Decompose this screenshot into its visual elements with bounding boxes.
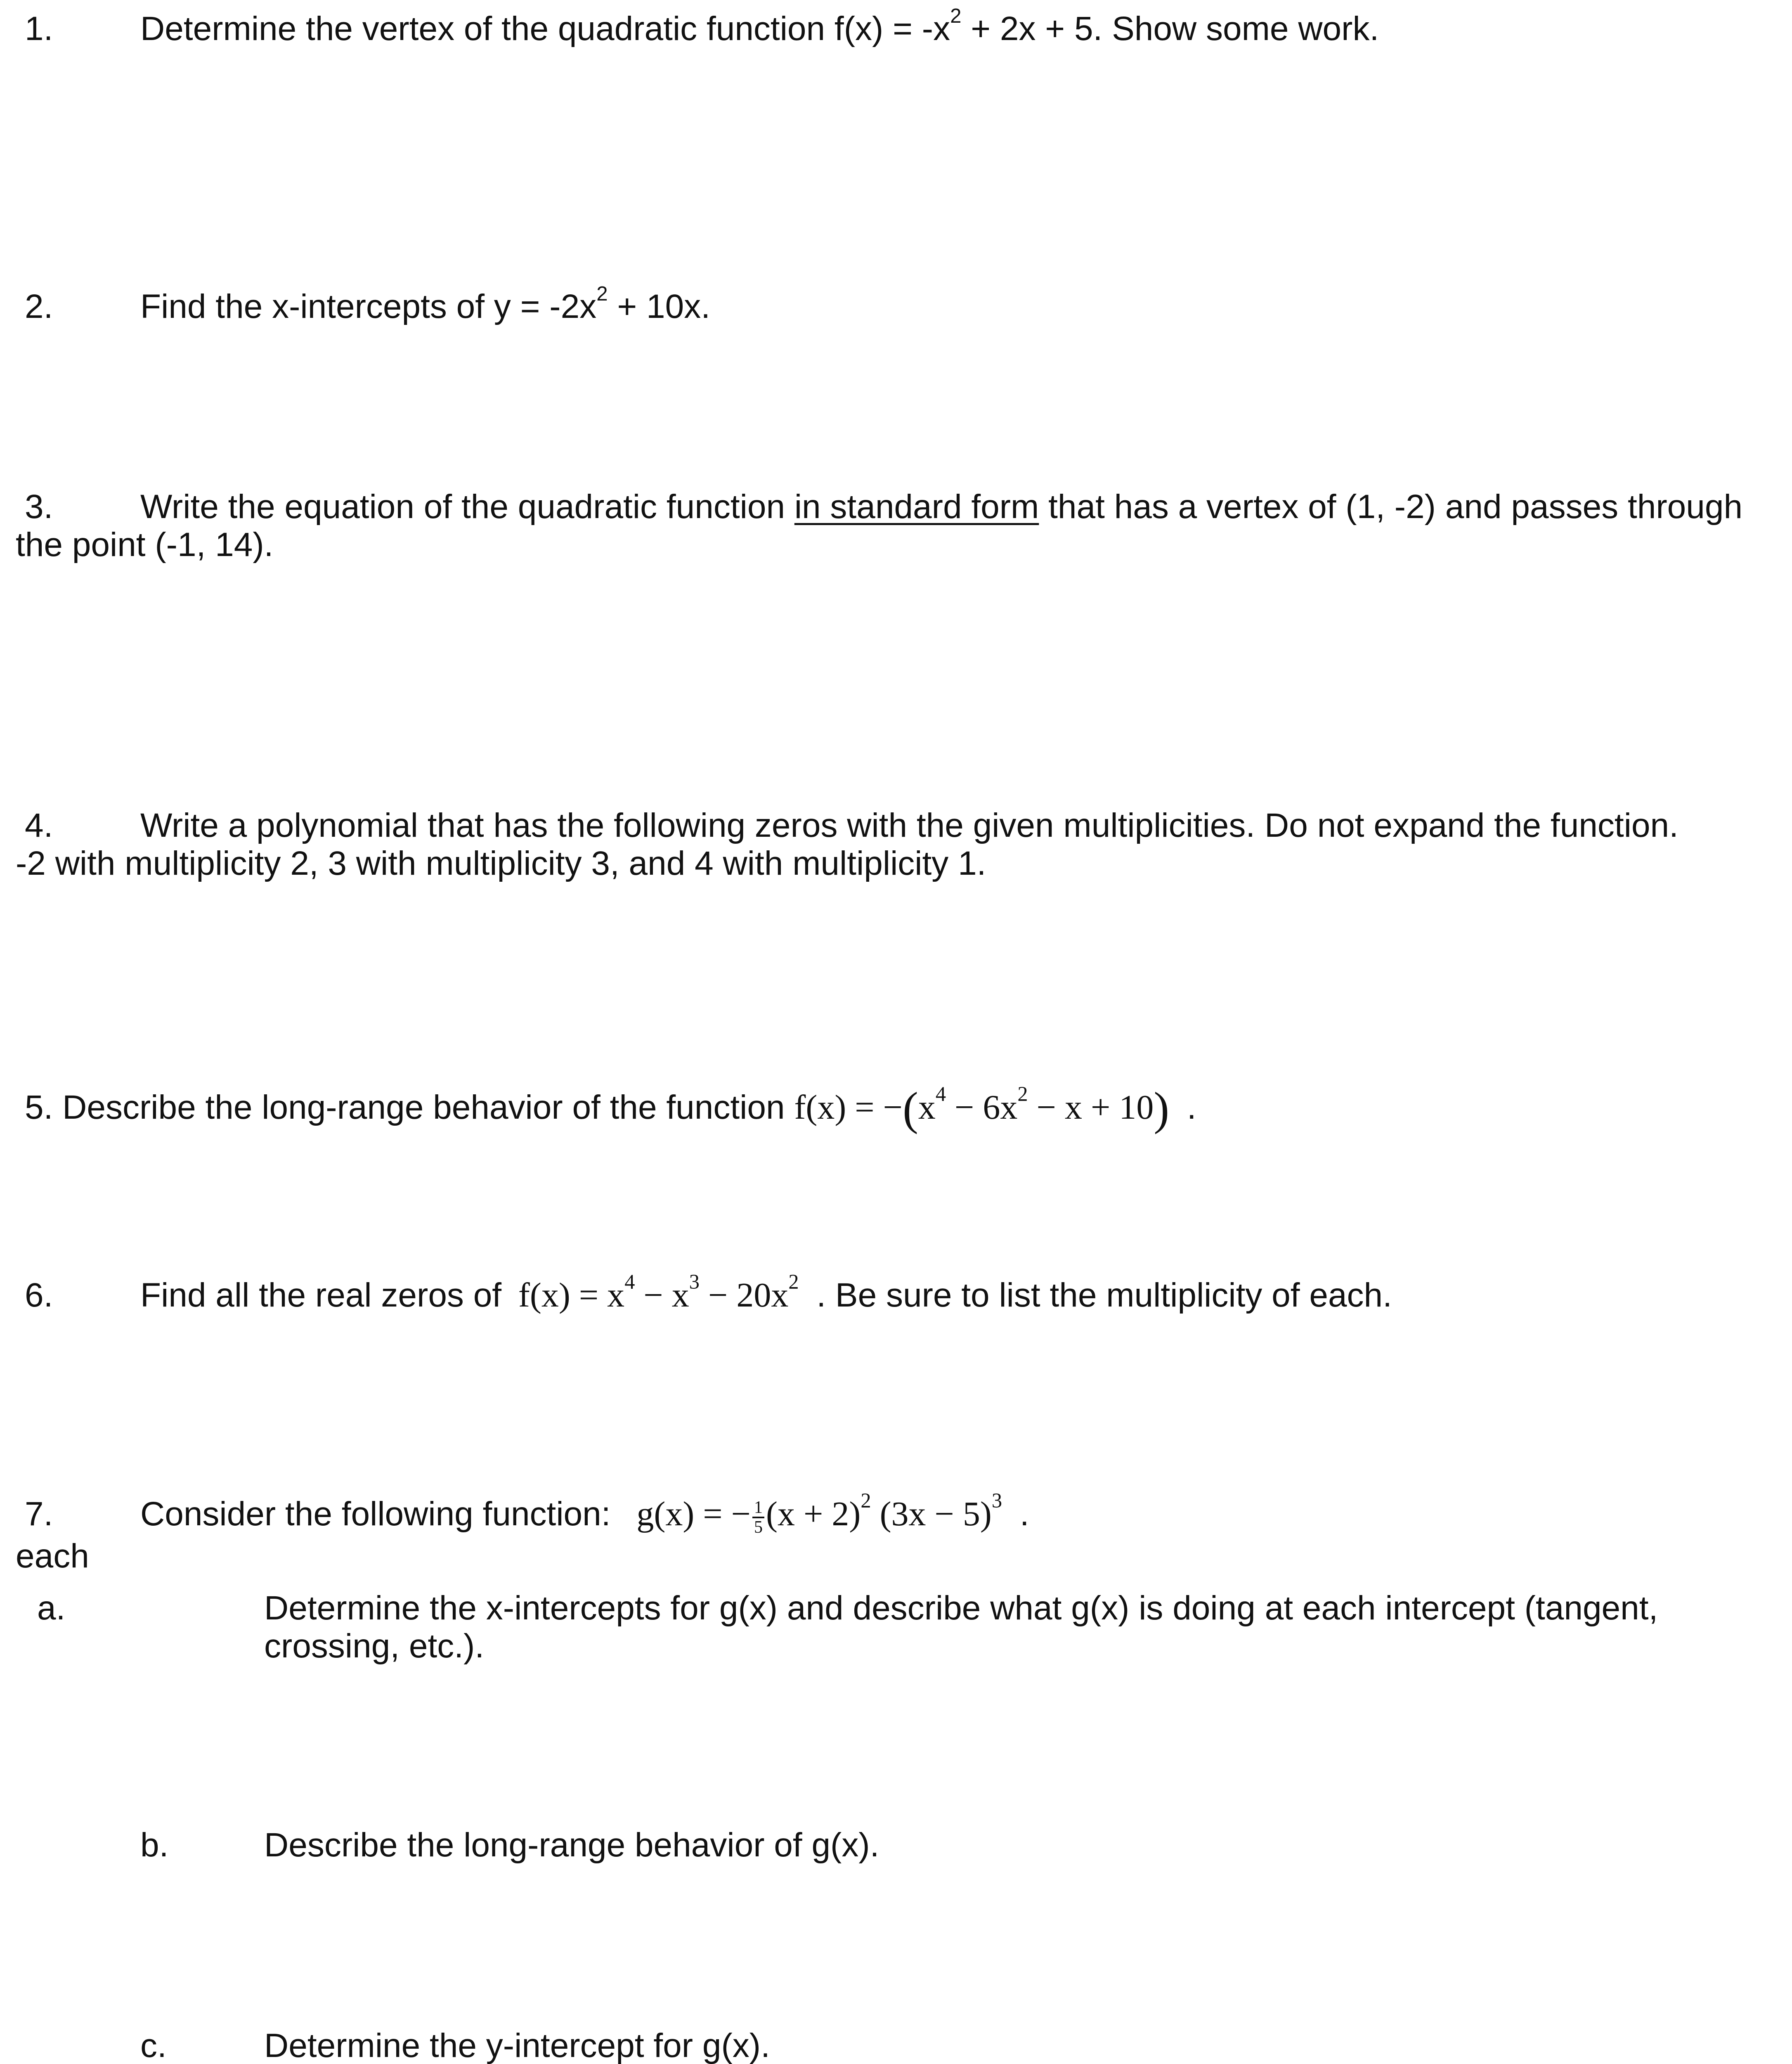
part-c-line-1: Determine the y-intercept for g(x). [264,2027,770,2064]
question-5-close-paren: ) [1154,1082,1170,1135]
question-6-term-2: − x [635,1276,689,1314]
question-7-text [140,1489,1029,1537]
question-4-line-2: -2 with multiplicity 2, 3 with multiplicity 3, and 4 with multiplicity 1. [16,845,986,882]
question-6-formula [518,1270,799,1314]
question-6-term-3: − 20x [699,1276,789,1314]
question-6-lhs: f(x) = x [518,1276,625,1314]
part-c-label: c. [140,2027,167,2064]
part-a-line-1: Determine the x-intercepts for g(x) and describe what g(x) is doing at each intercept (tangent, [264,1589,1658,1627]
question-5-prompt: 5. Describe the long-range behavior of the function [25,1089,794,1126]
part-b-line-1: Describe the long-range behavior of g(x). [264,1826,879,1864]
question-6-number: 6. [25,1276,53,1314]
question-3-line-1 [140,487,1742,527]
question-5-text [25,1082,1196,1135]
question-2-text [140,282,711,327]
question-2-exponent: 2 [596,282,608,305]
question-7-exp-1: 2 [861,1489,871,1512]
question-2-number: 2. [25,288,53,325]
question-7-prefix: Consider the following function: [140,1495,620,1533]
question-3-suffix: that has a vertex of (1, -2) and passes through [1039,488,1743,525]
question-2-suffix: + 10x. [608,288,711,325]
question-7-stray-word: each [16,1537,89,1575]
question-7-fraction-denominator: 5 [754,1517,763,1537]
question-6-suffix: . Be sure to list the multiplicity of each. [807,1276,1392,1314]
question-5-open-paren: ( [903,1082,918,1135]
question-6-exp-3: 2 [788,1270,799,1294]
question-7-factor-1: (x + 2) [766,1495,861,1533]
question-5-exp-2: 2 [1017,1082,1028,1106]
question-7-fraction-numerator: 1 [752,1498,764,1518]
question-5-term-1: x [918,1088,936,1127]
question-6-text [140,1270,1392,1315]
part-a-label: a. [37,1589,66,1627]
question-3-line-2: the point (-1, 14). [16,526,274,563]
question-7-number: 7. [25,1495,53,1533]
question-1-prefix: Determine the vertex of the quadratic function f(x) = -x [140,10,950,47]
question-3-prefix: Write the equation of the quadratic function [140,488,794,525]
question-5-end: . [1177,1089,1196,1126]
part-a-line-2: crossing, etc.). [264,1627,485,1665]
question-1-exponent: 2 [950,5,962,28]
question-5-formula [794,1082,1170,1135]
part-b-label: b. [140,1826,169,1864]
question-5-lhs: f(x) = − [794,1088,903,1127]
question-3-underlined-phrase: in standard form [794,488,1039,525]
question-2-prefix: Find the x-intercepts of y = -2x [140,288,597,325]
question-4-line-1: Write a polynomial that has the following zeros with the given multiplicities. Do not expand the function. [140,807,1679,844]
question-4-number: 4. [25,807,53,844]
question-6-exp-1: 4 [624,1270,635,1294]
question-1-suffix: + 2x + 5. Show some work. [961,10,1379,47]
question-6-exp-2: 3 [689,1270,700,1294]
question-6-prefix: Find all the real zeros of [140,1276,511,1314]
question-1-text [140,5,1379,49]
question-7-lhs: g(x) = − [636,1495,751,1533]
question-5-term-3: − x + 10 [1028,1088,1154,1127]
question-7-exp-2: 3 [991,1489,1002,1512]
question-7-factor-2: (3x − 5) [871,1495,992,1533]
question-7-fraction [752,1498,764,1536]
question-3-number: 3. [25,488,53,525]
question-5-term-2: − 6x [946,1088,1018,1127]
question-1-number: 1. [25,10,53,47]
question-7-formula [636,1489,1002,1537]
question-7-end: . [1010,1495,1029,1533]
question-5-exp-1: 4 [935,1082,946,1106]
